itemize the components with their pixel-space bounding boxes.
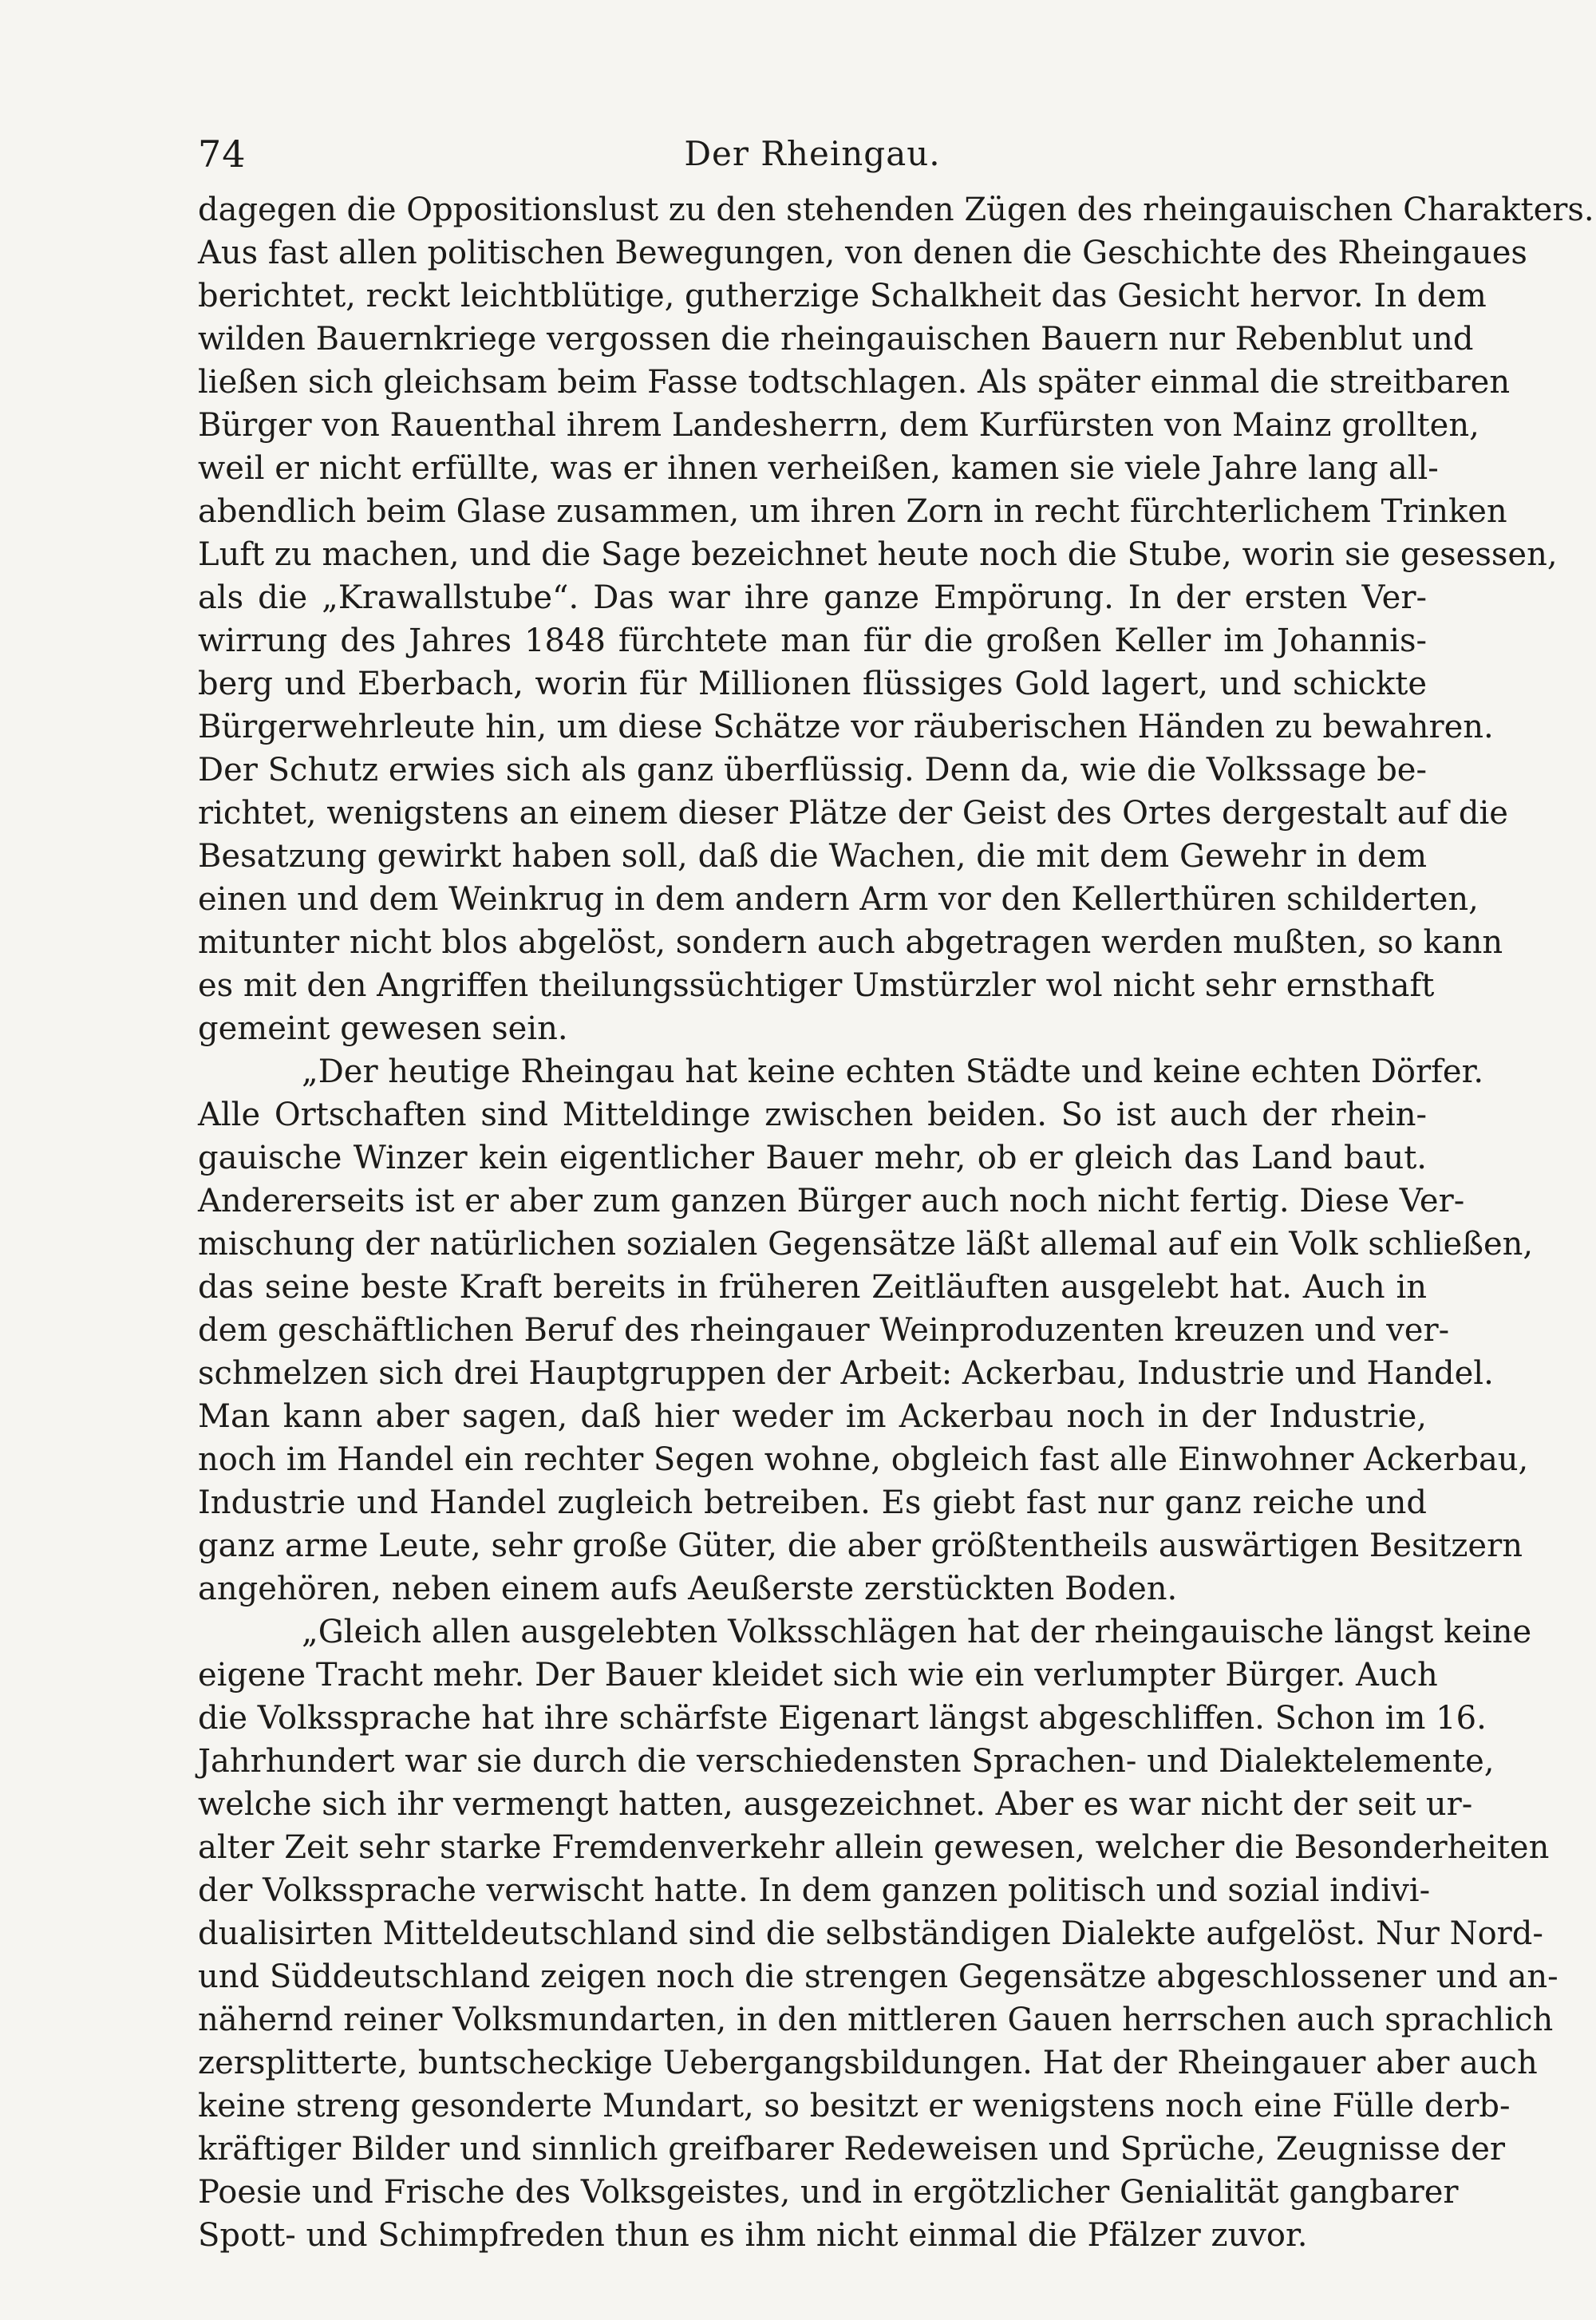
paragraph-start-line: „Gleich allen ausgelebten Volksschlägen hat der rheingauische längst keine [302, 1614, 1532, 1650]
running-title: Der Rheingau. [684, 134, 941, 173]
text-line: das seine beste Kraft bereits in früheren Zeitläuften ausgelebt hat. Auch in [198, 1269, 1427, 1306]
text-line: dualisirten Mitteldeutschland sind die selbständigen Dialekte aufgelöst. Nur Nord- [198, 1915, 1543, 1952]
text-line: eigene Tracht mehr. Der Bauer kleidet sich wie ein verlumpter Bürger. Auch [198, 1657, 1438, 1694]
paragraph-start-line: „Der heutige Rheingau hat keine echten Städte und keine echten Dörfer. [302, 1053, 1484, 1090]
text-line: schmelzen sich drei Hauptgruppen der Arbeit: Ackerbau, Industrie und Handel. [198, 1355, 1494, 1392]
text-line: abendlich beim Glase zusammen, um ihren Zorn in recht fürchterlichem Trinken [198, 493, 1507, 530]
text-line: gauische Winzer kein eigentlicher Bauer mehr, ob er gleich das Land baut. [198, 1140, 1427, 1176]
text-line: Industrie und Handel zugleich betreiben. Es giebt fast nur ganz reiche und [198, 1484, 1427, 1521]
paragraph-end-line: Spott- und Schimpfreden thun es ihm nicht einmal die Pfälzer zuvor. [198, 2217, 1308, 2254]
text-line: die Volkssprache hat ihre schärfste Eigenart längst abgeschliffen. Schon im 16. [198, 1700, 1487, 1737]
text-line: als die „Krawallstube“. Das war ihre ganze Empörung. In der ersten Ver- [198, 579, 1427, 616]
text-line: mischung der natürlichen sozialen Gegensätze läßt allemal auf ein Volk schließen, [198, 1226, 1534, 1263]
text-line: es mit den Angriffen theilungssüchtiger Umstürzler wol nicht sehr ernsthaft [198, 967, 1435, 1004]
text-line: nähernd reiner Volksmundarten, in den mittleren Gauen herrschen auch sprachlich [198, 2002, 1554, 2038]
text-line: dagegen die Oppositionslust zu den stehenden Zügen des rheingauischen Charakters. [198, 192, 1594, 228]
text-line: alter Zeit sehr starke Fremdenverkehr allein gewesen, welcher die Besonderheiten [198, 1829, 1550, 1866]
paragraph-end-line: gemeint gewesen sein. [198, 1010, 568, 1047]
text-line: ließen sich gleichsam beim Fasse todtschlagen. Als später einmal die streitbaren [198, 364, 1511, 401]
text-line: einen und dem Weinkrug in dem andern Arm vor den Kellerthüren schilderten, [198, 881, 1479, 918]
text-line: Alle Ortschaften sind Mitteldinge zwischen beiden. So ist auch der rhein- [198, 1097, 1427, 1133]
text-line: berg und Eberbach, worin für Millionen flüssiges Gold lagert, und schickte [198, 666, 1427, 702]
page-number: 74 [198, 132, 247, 176]
text-line: Besatzung gewirkt haben soll, daß die Wachen, die mit dem Gewehr in dem [198, 838, 1427, 875]
text-line: ganz arme Leute, sehr große Güter, die aber größtentheils auswärtigen Besitzern [198, 1528, 1523, 1564]
text-line: Poesie und Frische des Volksgeistes, und in ergötzlicher Genialität gangbarer [198, 2174, 1459, 2211]
page-header [198, 126, 1427, 182]
text-line: Bürger von Rauenthal ihrem Landesherrn, dem Kurfürsten von Mainz grollten, [198, 407, 1479, 444]
text-line: wirrung des Jahres 1848 fürchtete man für die großen Keller im Johannis- [198, 622, 1427, 659]
text-line: zersplitterte, buntscheckige Uebergangsbildungen. Hat der Rheingauer aber auch [198, 2045, 1538, 2081]
text-line: kräftiger Bilder und sinnlich greifbarer Redeweisen und Sprüche, Zeugnisse der [198, 2131, 1505, 2168]
text-line: richtet, wenigstens an einem dieser Plätze der Geist des Ortes dergestalt auf die [198, 795, 1508, 832]
text-line: Luft zu machen, und die Sage bezeichnet heute noch die Stube, worin sie gesessen, [198, 536, 1558, 573]
paragraph-end-line: angehören, neben einem aufs Aeußerste zerstückten Boden. [198, 1571, 1178, 1607]
text-line: weil er nicht erfüllte, was er ihnen verheißen, kamen sie viele Jahre lang all- [198, 450, 1439, 487]
text-line: der Volkssprache verwischt hatte. In dem ganzen politisch und sozial indivi- [198, 1872, 1431, 1909]
text-line: und Süddeutschland zeigen noch die strengen Gegensätze abgeschlossener und an- [198, 1958, 1558, 1995]
text-line: dem geschäftlichen Beruf des rheingauer Weinproduzenten kreuzen und ver- [198, 1312, 1450, 1349]
text-line: Der Schutz erwies sich als ganz überflüssig. Denn da, wie die Volkssage be- [198, 752, 1427, 788]
text-line: Andererseits ist er aber zum ganzen Bürger auch noch nicht fertig. Diese Ver- [198, 1183, 1465, 1219]
text-line: keine streng gesonderte Mundart, so besitzt er wenigstens noch eine Fülle derb- [198, 2088, 1511, 2124]
text-line: wilden Bauernkriege vergossen die rheingauischen Bauern nur Rebenblut und [198, 321, 1474, 358]
text-line: noch im Handel ein rechter Segen wohne, obgleich fast alle Einwohner Ackerbau, [198, 1441, 1529, 1478]
text-line: Aus fast allen politischen Bewegungen, von denen die Geschichte des Rheingaues [198, 235, 1527, 271]
text-line: berichtet, reckt leichtblütige, gutherzige Schalkheit das Gesicht hervor. In dem [198, 278, 1487, 314]
text-line: Bürgerwehrleute hin, um diese Schätze vor räuberischen Händen zu bewahren. [198, 709, 1494, 745]
body-text [198, 188, 1594, 2257]
text-line: mitunter nicht blos abgelöst, sondern auch abgetragen werden mußten, so kann [198, 924, 1503, 961]
text-line: welche sich ihr vermengt hatten, ausgezeichnet. Aber es war nicht der seit ur- [198, 1786, 1473, 1823]
text-line: Man kann aber sagen, daß hier weder im Ackerbau noch in der Industrie, [198, 1398, 1427, 1435]
text-line: Jahrhundert war sie durch die verschiedensten Sprachen- und Dialektelemente, [198, 1743, 1495, 1780]
